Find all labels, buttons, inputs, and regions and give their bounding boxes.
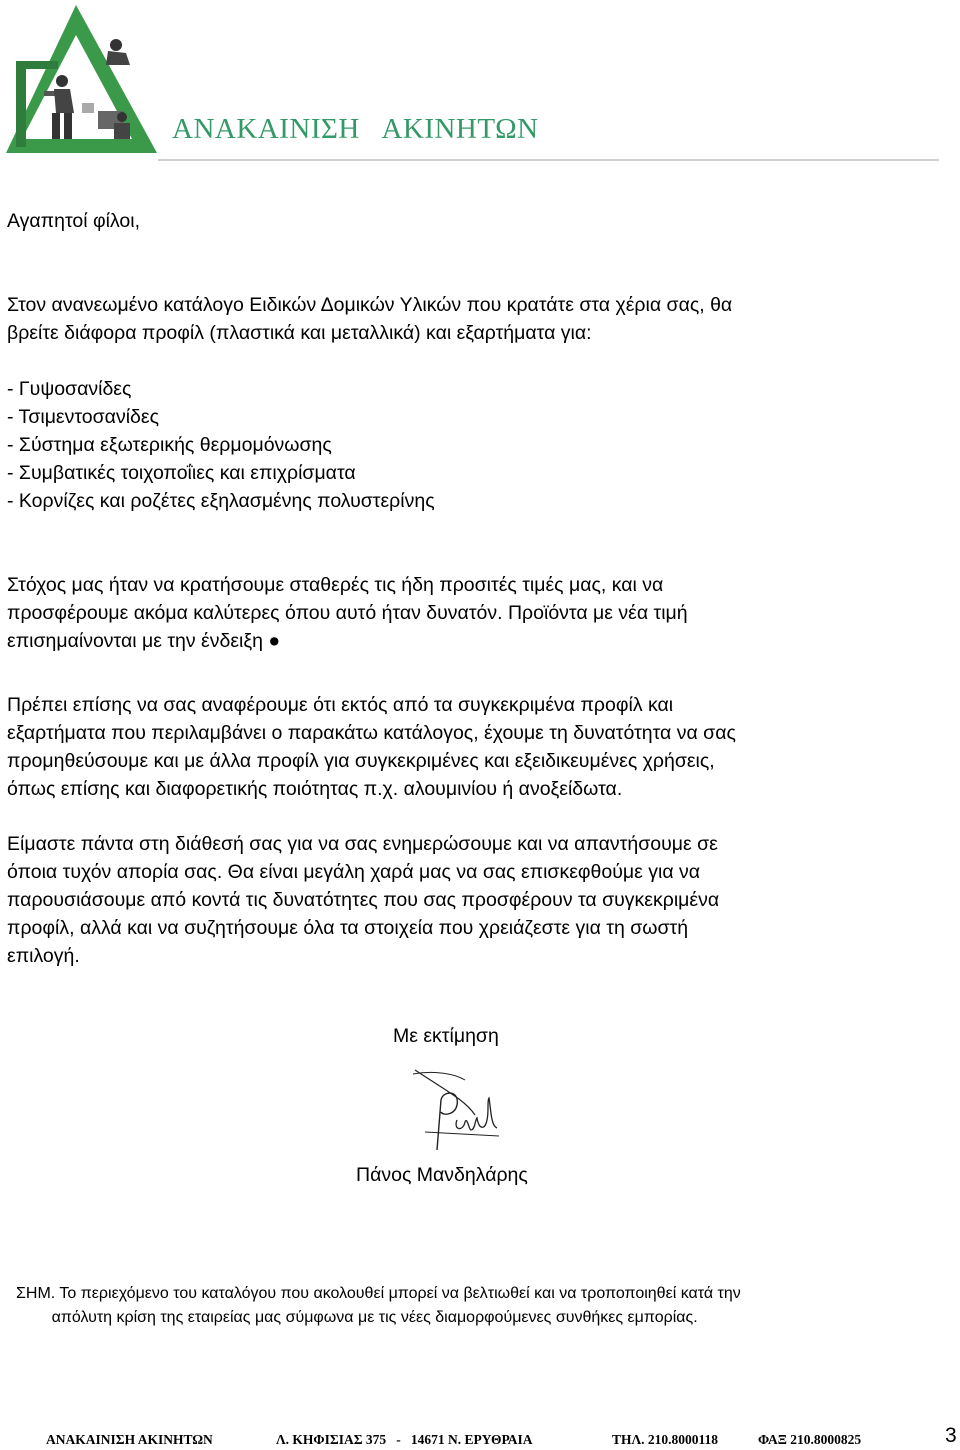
greeting: Αγαπητοί φίλοι, — [7, 210, 141, 232]
disclaimer-note: ΣΗΜ. Το περιεχόμενο του καταλόγου που ακολουθεί μπορεί να βελτιωθεί και να τροποποιηθεί κατά την απόλυτη κρίση της εταιρείας μας σύμφωνα με τις νέες διαμορφούμενες συνθήκες εμπορίας. — [16, 1285, 741, 1326]
closing-phrase: Με εκτίμηση — [393, 1025, 499, 1047]
signer-name: Πάνος Μανδηλάρης — [356, 1164, 528, 1186]
goal-paragraph: Στόχος μας ήταν να κρατήσουμε σταθερές τις ήδη προσιτές τιμές μας, και να προσφέρουμε ακόμα καλύτερες όπου αυτό ήταν δυνατόν. Προϊόντα με νέα τιμή επισημαίνονται με την ένδειξη ● — [7, 574, 688, 652]
availability-paragraph: Είμαστε πάντα στη διάθεσή σας για να σας ενημερώσουμε και να απαντήσουμε σε όποια τυχόν απορία σας. Θα είναι μεγάλη χαρά μας να σας επισκεφθούμε για να παρουσιάσουμε από κοντά τις δυνατότητες που σας προσφέρουν τα συγκεκριμένα προφίλ, αλλά και να συζητήσουμε όλα τα στοιχεία που χρειάζεστε για τη σωστή επιλογή. — [7, 833, 720, 967]
footer-fax: ΦΑΞ 210.8000825 — [758, 1432, 862, 1447]
company-logo — [4, 3, 160, 157]
footer-phone: ΤΗΛ. 210.8000118 — [612, 1432, 719, 1447]
intro-paragraph: Στον ανανεωμένο κατάλογο Ειδικών Δομικών Υλικών που κρατάτε στα χέρια σας, θα βρείτε διάφορα προφίλ (πλαστικά και μεταλλικά) και εξαρτήματα για: — [7, 294, 733, 344]
footer-address: Λ. ΚΗΦΙΣΙΑΣ 375 - 14671 Ν. ΕΡΥΘΡΑΙΑ — [276, 1432, 533, 1447]
header-divider — [158, 159, 939, 161]
footer-company: ΑΝΑΚΑΙΝΙΣΗ ΑΚΙΝΗΤΩΝ — [46, 1432, 213, 1447]
page-footer — [0, 1432, 960, 1450]
company-name-heading: ΑΝΑΚΑΙΝΙΣΗ ΑΚΙΝΗΤΩΝ — [172, 113, 539, 145]
product-list: - Γυψοσανίδες - Τσιμεντοσανίδες - Σύστημα εξωτερικής θερμομόνωσης - Συμβατικές τοιχοποΐιες και επιχρίσματα - Κορνίζες και ροζέτες εξηλασμένης πολυστερίνης — [7, 378, 435, 512]
page-number: 3 — [945, 1424, 957, 1447]
additional-profiles-paragraph: Πρέπει επίσης να σας αναφέρουμε ότι εκτός από τα συγκεκριμένα προφίλ και εξαρτήματα που περιλαμβάνει ο παρακάτω κατάλογος, έχουμε τη δυνατότητα να σας προμηθεύσουμε και με άλλα προφίλ για συγκεκριμένες και εξειδικευμένες χρήσεις, όπως επίσης και διαφορετικής ποιότητας π.χ. αλουμινίου ή ανοξείδωτα. — [7, 694, 736, 800]
handwritten-signature — [405, 1060, 509, 1166]
